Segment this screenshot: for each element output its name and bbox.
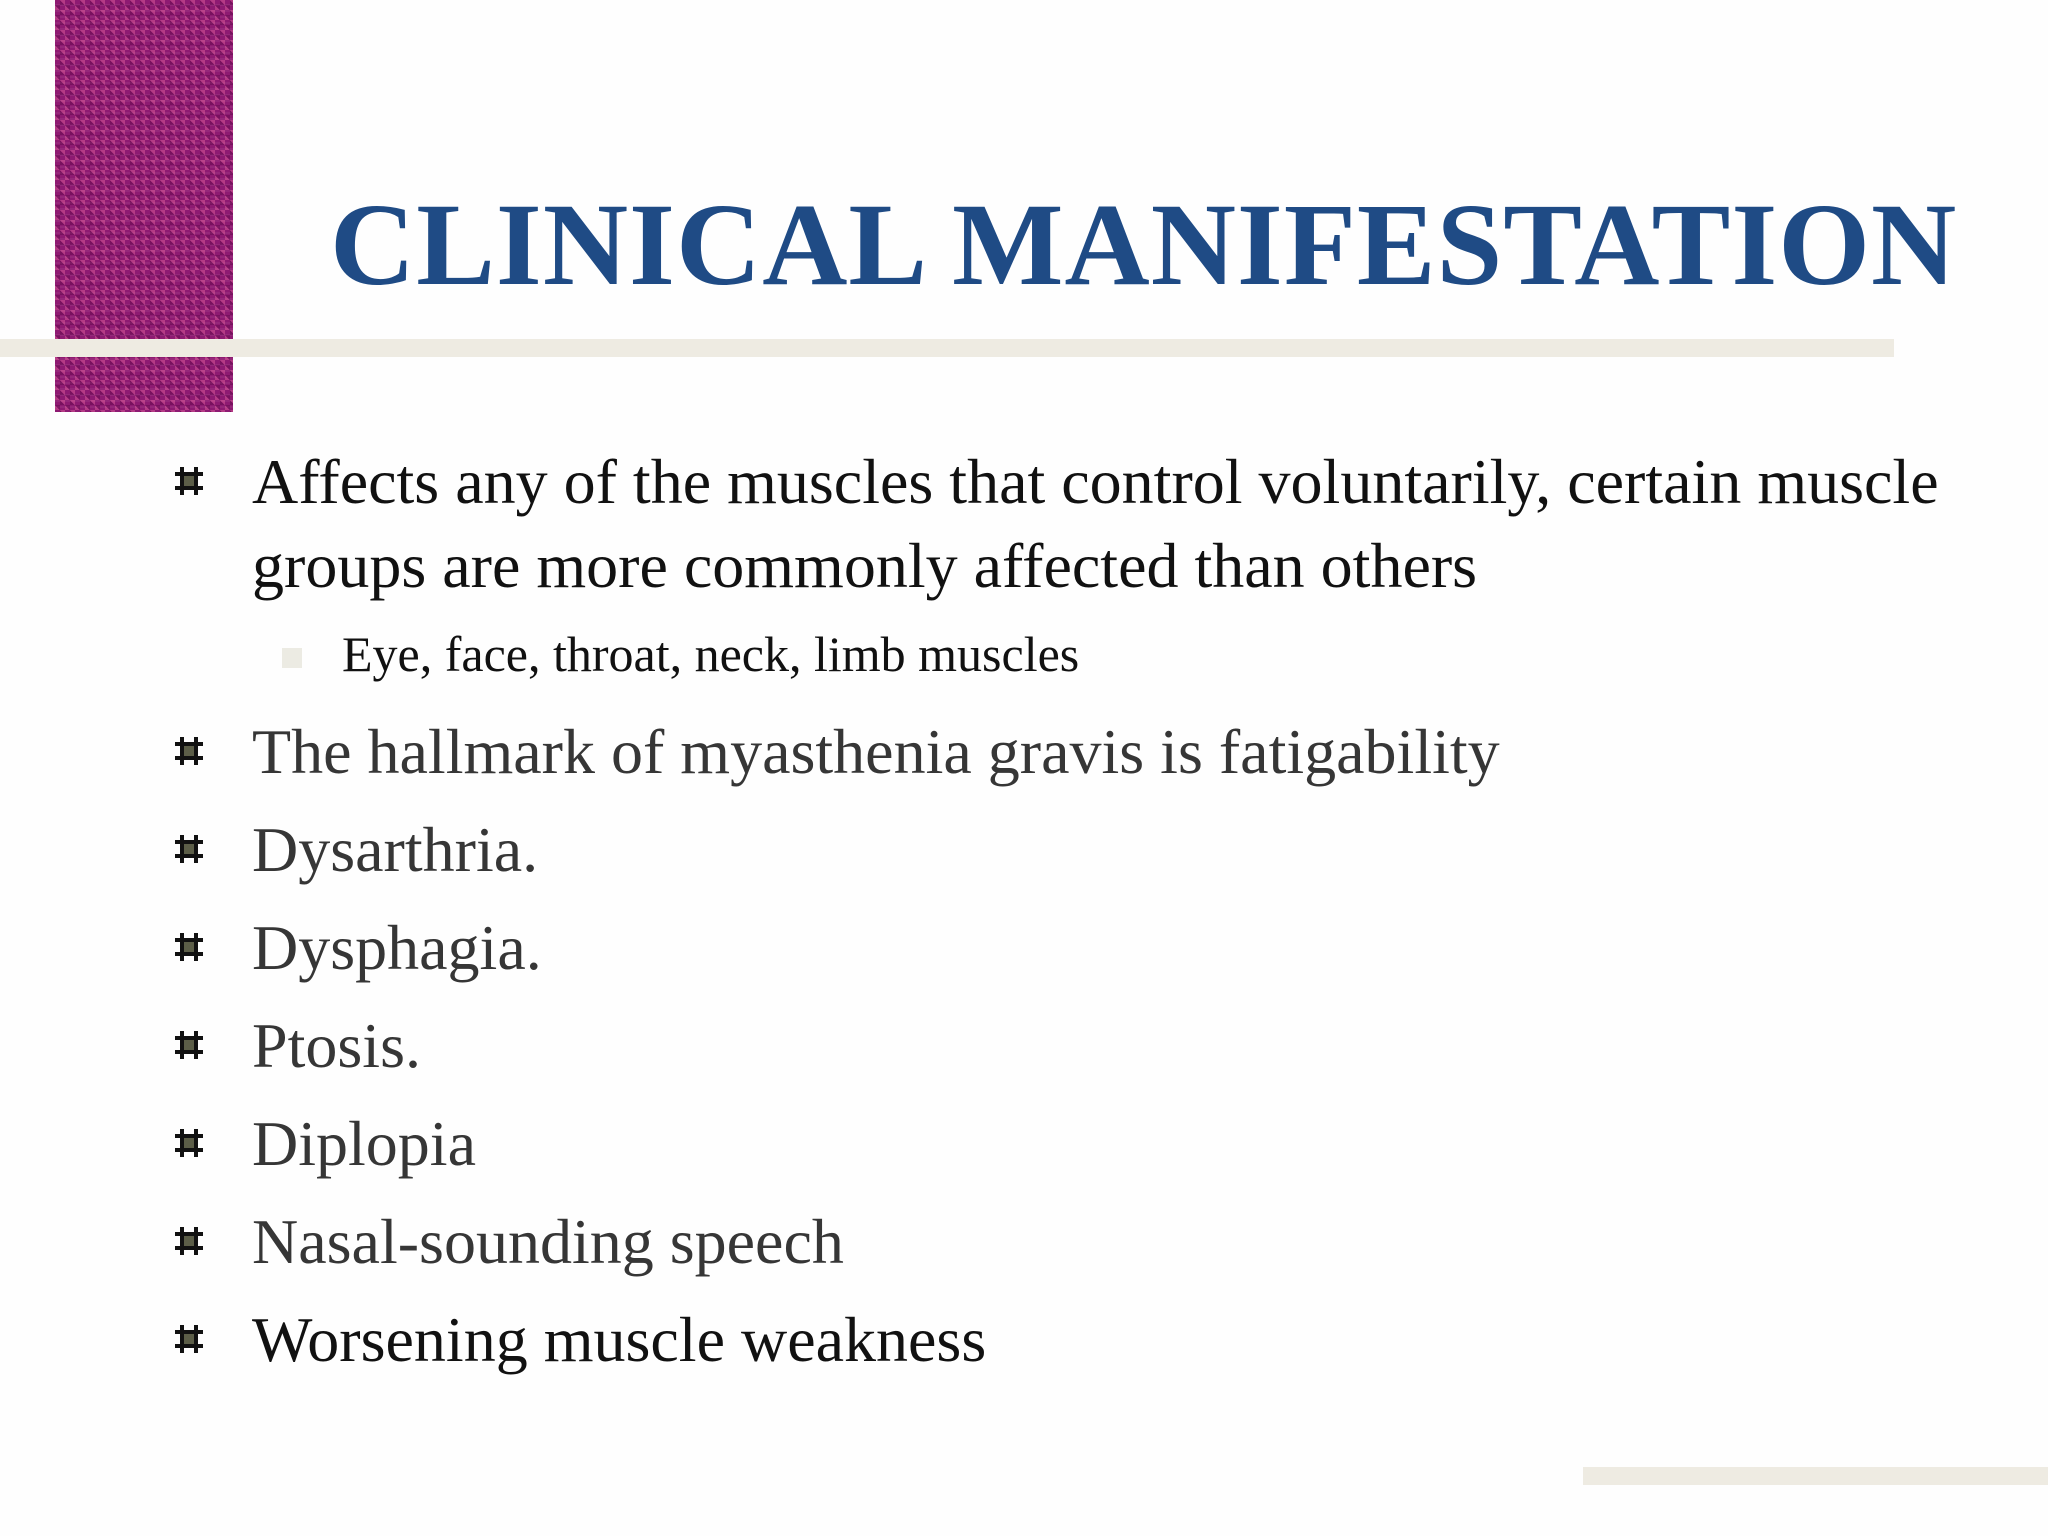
list-item-text: Affects any of the muscles that control voluntarily, certain muscle groups are more commonly affected than others (252, 446, 1939, 601)
hash-bullet-icon (174, 1226, 204, 1256)
sub-list-item (170, 622, 1990, 686)
hash-bullet-icon (174, 1324, 204, 1354)
hash-bullet-icon (174, 1030, 204, 1060)
hash-bullet-icon (174, 1128, 204, 1158)
title-divider (0, 339, 1894, 357)
list-item (170, 1102, 1990, 1186)
list-item (170, 1200, 1990, 1284)
list-item-text: Dysphagia. (252, 912, 542, 983)
square-bullet-icon (282, 648, 302, 668)
list-item (170, 440, 1990, 608)
list-item (170, 808, 1990, 892)
list-item-text: The hallmark of myasthenia gravis is fatigability (252, 716, 1500, 787)
sub-list-item-text: Eye, face, throat, neck, limb muscles (342, 626, 1080, 682)
list-item-text: Dysarthria. (252, 814, 539, 885)
hash-bullet-icon (174, 932, 204, 962)
list-item (170, 906, 1990, 990)
list-item-text: Diplopia (252, 1108, 476, 1179)
list-item-text: Worsening muscle weakness (252, 1304, 987, 1375)
list-item (170, 1004, 1990, 1088)
hash-bullet-icon (174, 834, 204, 864)
list-item-text: Ptosis. (252, 1010, 421, 1081)
bullet-list (170, 440, 1990, 1396)
footer-divider (1583, 1467, 2048, 1485)
hash-bullet-icon (174, 736, 204, 766)
slide-title: CLINICAL MANIFESTATION (330, 179, 1958, 310)
list-item (170, 710, 1990, 794)
list-item (170, 1298, 1990, 1382)
hash-bullet-icon (174, 466, 204, 496)
list-item-text: Nasal-sounding speech (252, 1206, 844, 1277)
